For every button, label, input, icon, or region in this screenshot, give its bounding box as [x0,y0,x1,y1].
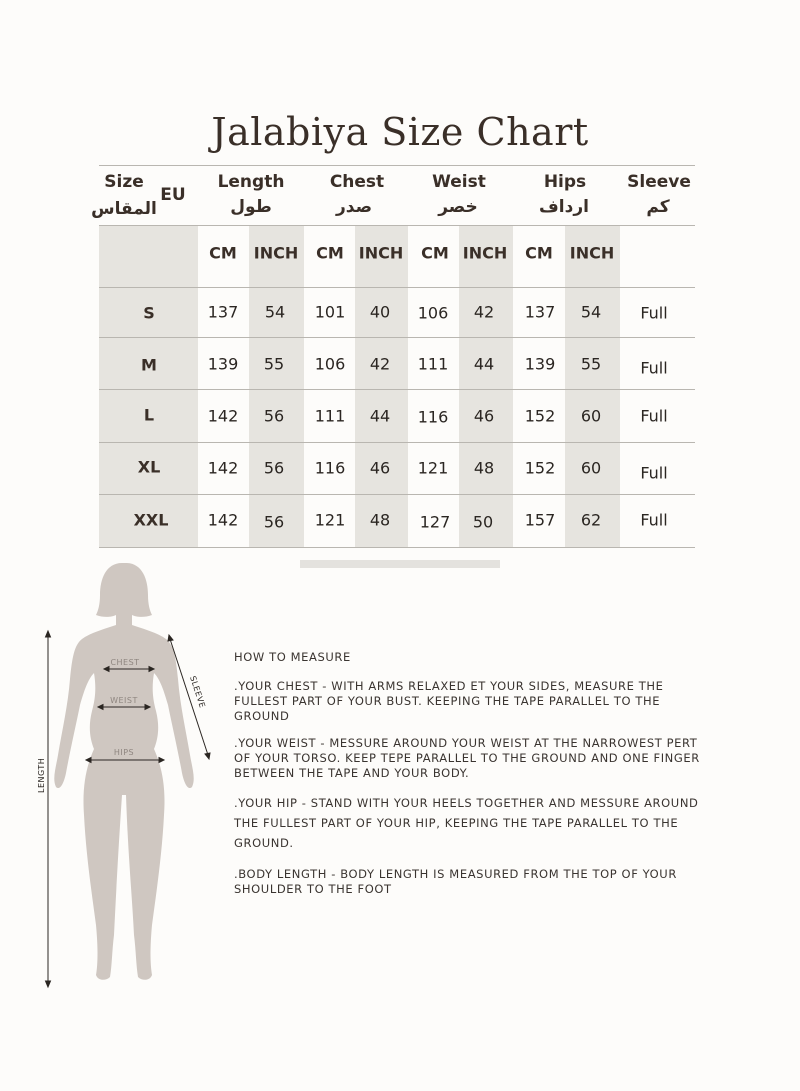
weist-cm-value: 116 [417,407,449,427]
row-size: M [141,355,157,375]
row-divider [99,442,695,443]
length-inch-value: 56 [263,458,285,478]
length-label: LENGTH [37,757,46,793]
horizontal-scrollbar[interactable] [300,560,500,568]
header-sleeve-ar: كم [646,197,670,217]
sleeve-label: SLEEVE [188,674,207,710]
weist-inch-value: 50 [472,512,494,532]
sleeve-value: Full [640,303,668,323]
header-eu: EU [160,185,186,205]
weist-inch-value: 42 [473,302,495,322]
row-size: XL [137,457,161,477]
how-to-measure [234,650,704,909]
unit-hips-inch: INCH [569,243,615,263]
row-divider [99,547,695,548]
hips-cm-value: 152 [524,458,556,478]
weist-cm-value: 106 [417,303,449,323]
header-weist-ar: خصر [438,197,478,217]
length-inch-value: 54 [264,302,286,322]
length-instructions: .BODY LENGTH - BODY LENGTH IS MEASURED FROM THE TOP OF YOUR SHOULDER TO THE FOOT [234,867,677,896]
header-length-ar: طول [230,197,272,217]
chest-inch-value: 44 [369,406,391,426]
weist-inch-value: 48 [473,458,495,478]
hips-inch-value: 60 [580,406,602,426]
length-inch-shade [249,226,304,548]
sleeve-value: Full [640,358,668,378]
row-divider [99,494,695,495]
header-chest-ar: صدر [335,197,373,217]
page-title: Jalabiya Size Chart [211,110,589,154]
chest-cm-value: 116 [314,458,346,478]
how-to-heading: HOW TO MEASURE [234,650,351,664]
weist-instructions: .YOUR WEIST - MESSURE AROUND YOUR WEIST AT THE NARROWEST PERT OF YOUR TORSO. KEEP TEPE PARALLEL TO THE GROUND AND ONE FINGER BETWEEN THE TAPE AND YOUR BODY. [234,736,700,780]
sleeve-value: Full [640,406,668,426]
weist-cm-value: 121 [417,458,449,478]
header-size-ar: المقاس [91,199,157,219]
hips-label: HIPS [113,748,135,757]
hips-inch-value: 60 [580,458,602,478]
row-size: XXL [133,510,169,530]
body-measurement-figure [30,555,230,995]
chest-inch-value: 48 [369,510,391,530]
header-sleeve: Sleeve [627,172,691,192]
sleeve-value: Full [640,510,668,530]
chest-cm-value: 101 [314,302,346,322]
sleeve-value: Full [640,463,668,483]
length-cm-value: 137 [207,302,239,322]
row-size: S [143,303,155,323]
chest-inch-value: 46 [369,458,391,478]
hips-inch-value: 54 [580,302,602,322]
weist-inch-value: 46 [473,406,495,426]
row-divider [99,225,695,226]
unit-weist-cm: CM [421,243,449,263]
weist-cm-value: 127 [419,512,451,532]
header-hips: Hips [543,172,587,192]
row-divider [99,389,695,390]
hips-inch-value: 62 [580,510,602,530]
chest-cm-value: 121 [314,510,346,530]
chest-cm-value: 106 [314,354,346,374]
header-chest: Chest [329,172,385,192]
chest-inch-value: 40 [369,302,391,322]
unit-chest-cm: CM [316,243,344,263]
hip-instructions: .YOUR HIP - STAND WITH YOUR HEELS TOGETHER AND MESSURE AROUND THE FULLEST PART OF YOUR HIP, KEEPING THE TAPE PARALLEL TO THE GROUND. [234,796,699,850]
weist-inch-value: 44 [473,354,495,374]
chest-inch-shade [355,226,408,548]
hips-inch-value: 55 [580,354,602,374]
hips-cm-value: 139 [524,354,556,374]
chest-instructions: .YOUR CHEST - WITH ARMS RELAXED ET YOUR SIDES, MEASURE THE FULLEST PART OF YOUR BUST. KEEPING THE TAPE PARALLEL TO THE GROUND [234,679,664,723]
unit-length-inch: INCH [253,243,299,263]
length-inch-value: 56 [263,406,285,426]
unit-length-cm: CM [209,243,237,263]
header-size: Size [104,172,144,192]
row-divider [99,287,695,288]
header-hips-ar: ارداف [539,197,589,217]
chest-inch-value: 42 [369,354,391,374]
chest-cm-value: 111 [314,406,346,426]
unit-hips-cm: CM [525,243,553,263]
weist-inch-shade [459,226,513,548]
row-divider [99,165,695,166]
length-cm-value: 142 [207,510,239,530]
header-length: Length [217,172,285,192]
weist-label: WEIST [110,696,138,705]
hips-cm-value: 152 [524,406,556,426]
header-weist: Weist [432,172,486,192]
length-inch-value: 56 [263,512,285,532]
row-divider [99,337,695,338]
length-cm-value: 139 [207,354,239,374]
weist-cm-value: 111 [417,354,449,374]
length-cm-value: 142 [207,406,239,426]
size-chart-table [91,165,695,548]
female-silhouette [54,563,193,980]
chest-label: CHEST [110,658,140,667]
row-size: L [143,405,155,425]
unit-chest-inch: INCH [358,243,404,263]
hips-cm-value: 157 [524,510,556,530]
size-column-shade [99,226,198,548]
length-inch-value: 55 [263,354,285,374]
hips-cm-value: 137 [524,302,556,322]
unit-weist-inch: INCH [462,243,508,263]
length-cm-value: 142 [207,458,239,478]
hips-inch-shade [565,226,620,548]
